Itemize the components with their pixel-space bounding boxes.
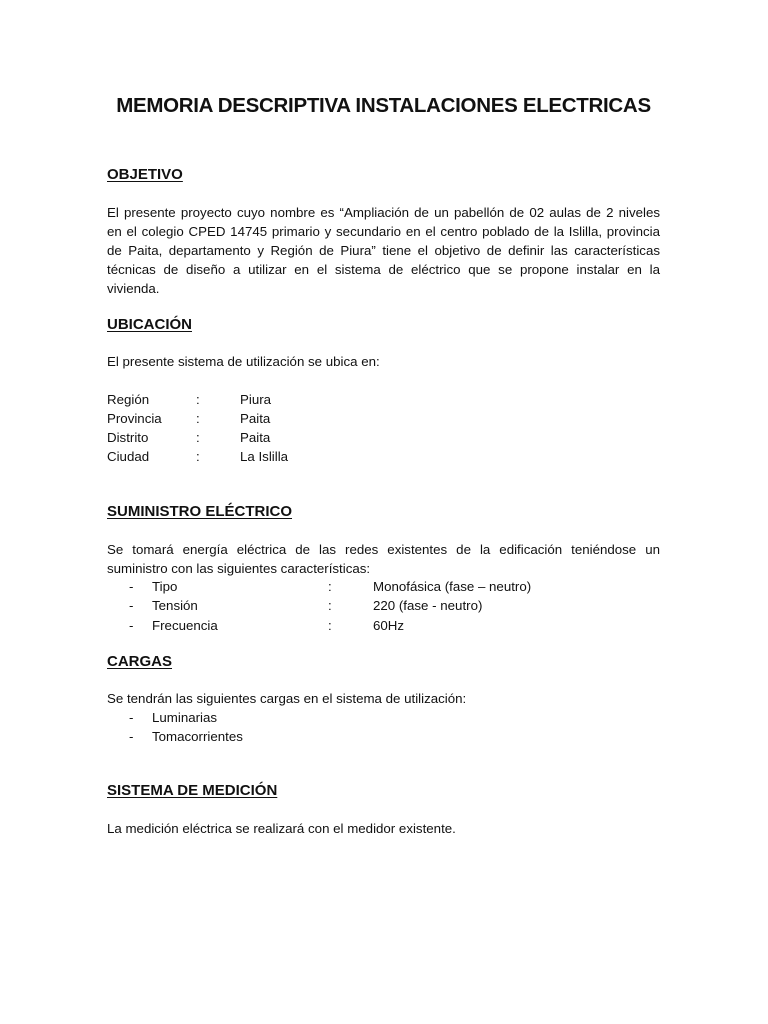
bullet-dash: - bbox=[129, 729, 134, 744]
medicion-paragraph: La medición eléctrica se realizará con el medidor existente. bbox=[107, 821, 456, 836]
supply-item bbox=[107, 577, 660, 596]
supply-value: Monofásica (fase – neutro) bbox=[373, 579, 532, 594]
bullet-dash: - bbox=[129, 618, 134, 633]
supply-item bbox=[107, 616, 660, 635]
location-separator: : bbox=[196, 411, 200, 426]
location-separator: : bbox=[196, 392, 200, 407]
section-heading-medicion: SISTEMA DE MEDICIÓN bbox=[107, 782, 278, 799]
load-item bbox=[107, 727, 660, 746]
section-heading-objetivo: OBJETIVO bbox=[107, 166, 183, 183]
supply-label: Tipo bbox=[152, 579, 178, 594]
objetivo-line: de Paita, departamento y Región de Piura” tiene el objetivo de definir las características bbox=[107, 243, 660, 258]
supply-label: Frecuencia bbox=[152, 618, 218, 633]
supply-separator: : bbox=[328, 618, 332, 633]
location-value: Piura bbox=[240, 392, 272, 407]
objetivo-line: en el colegio CPED 14745 primario y secundario en el centro poblado de la Islilla, provincia bbox=[107, 224, 660, 239]
bullet-dash: - bbox=[129, 710, 134, 725]
location-value: La Islilla bbox=[240, 449, 289, 464]
location-label: Distrito bbox=[107, 430, 149, 445]
objetivo-line: técnicas de diseño a utilizar en el sistema de eléctrico que se propone instalar en la bbox=[107, 262, 660, 277]
objetivo-paragraph bbox=[107, 203, 660, 298]
suministro-line: Se tomará energía eléctrica de las redes existentes de la edificación teniéndose un bbox=[107, 542, 660, 557]
location-label: Región bbox=[107, 392, 150, 407]
supply-item bbox=[107, 596, 660, 615]
location-row bbox=[107, 428, 660, 447]
location-separator: : bbox=[196, 430, 200, 445]
bullet-dash: - bbox=[129, 579, 134, 594]
supply-label: Tensión bbox=[152, 598, 198, 613]
load-item bbox=[107, 708, 660, 727]
supply-value: 220 (fase - neutro) bbox=[373, 598, 483, 613]
location-value: Paita bbox=[240, 411, 271, 426]
objetivo-line: vivienda. bbox=[107, 281, 160, 296]
objetivo-line: El presente proyecto cuyo nombre es “Ampliación de un pabellón de 02 aulas de 2 niveles bbox=[107, 205, 660, 220]
location-label: Provincia bbox=[107, 411, 162, 426]
load-label: Luminarias bbox=[152, 710, 218, 725]
location-row bbox=[107, 390, 660, 409]
section-heading-suministro: SUMINISTRO ELÉCTRICO bbox=[107, 503, 293, 520]
location-separator: : bbox=[196, 449, 200, 464]
location-row bbox=[107, 447, 660, 466]
location-value: Paita bbox=[240, 430, 271, 445]
location-row bbox=[107, 409, 660, 428]
supply-separator: : bbox=[328, 579, 332, 594]
bullet-dash: - bbox=[129, 598, 134, 613]
suministro-line: suministro con las siguientes características: bbox=[107, 561, 371, 576]
document-title: MEMORIA DESCRIPTIVA INSTALACIONES ELECTRICAS bbox=[116, 94, 651, 117]
section-heading-ubicacion: UBICACIÓN bbox=[107, 316, 192, 333]
suministro-paragraph bbox=[107, 540, 660, 578]
cargas-intro: Se tendrán las siguientes cargas en el sistema de utilización: bbox=[107, 691, 467, 706]
supply-value: 60Hz bbox=[373, 618, 405, 633]
load-label: Tomacorrientes bbox=[152, 729, 243, 744]
ubicacion-intro: El presente sistema de utilización se ubica en: bbox=[107, 354, 380, 369]
supply-separator: : bbox=[328, 598, 332, 613]
location-label: Ciudad bbox=[107, 449, 150, 464]
section-heading-cargas: CARGAS bbox=[107, 653, 173, 670]
